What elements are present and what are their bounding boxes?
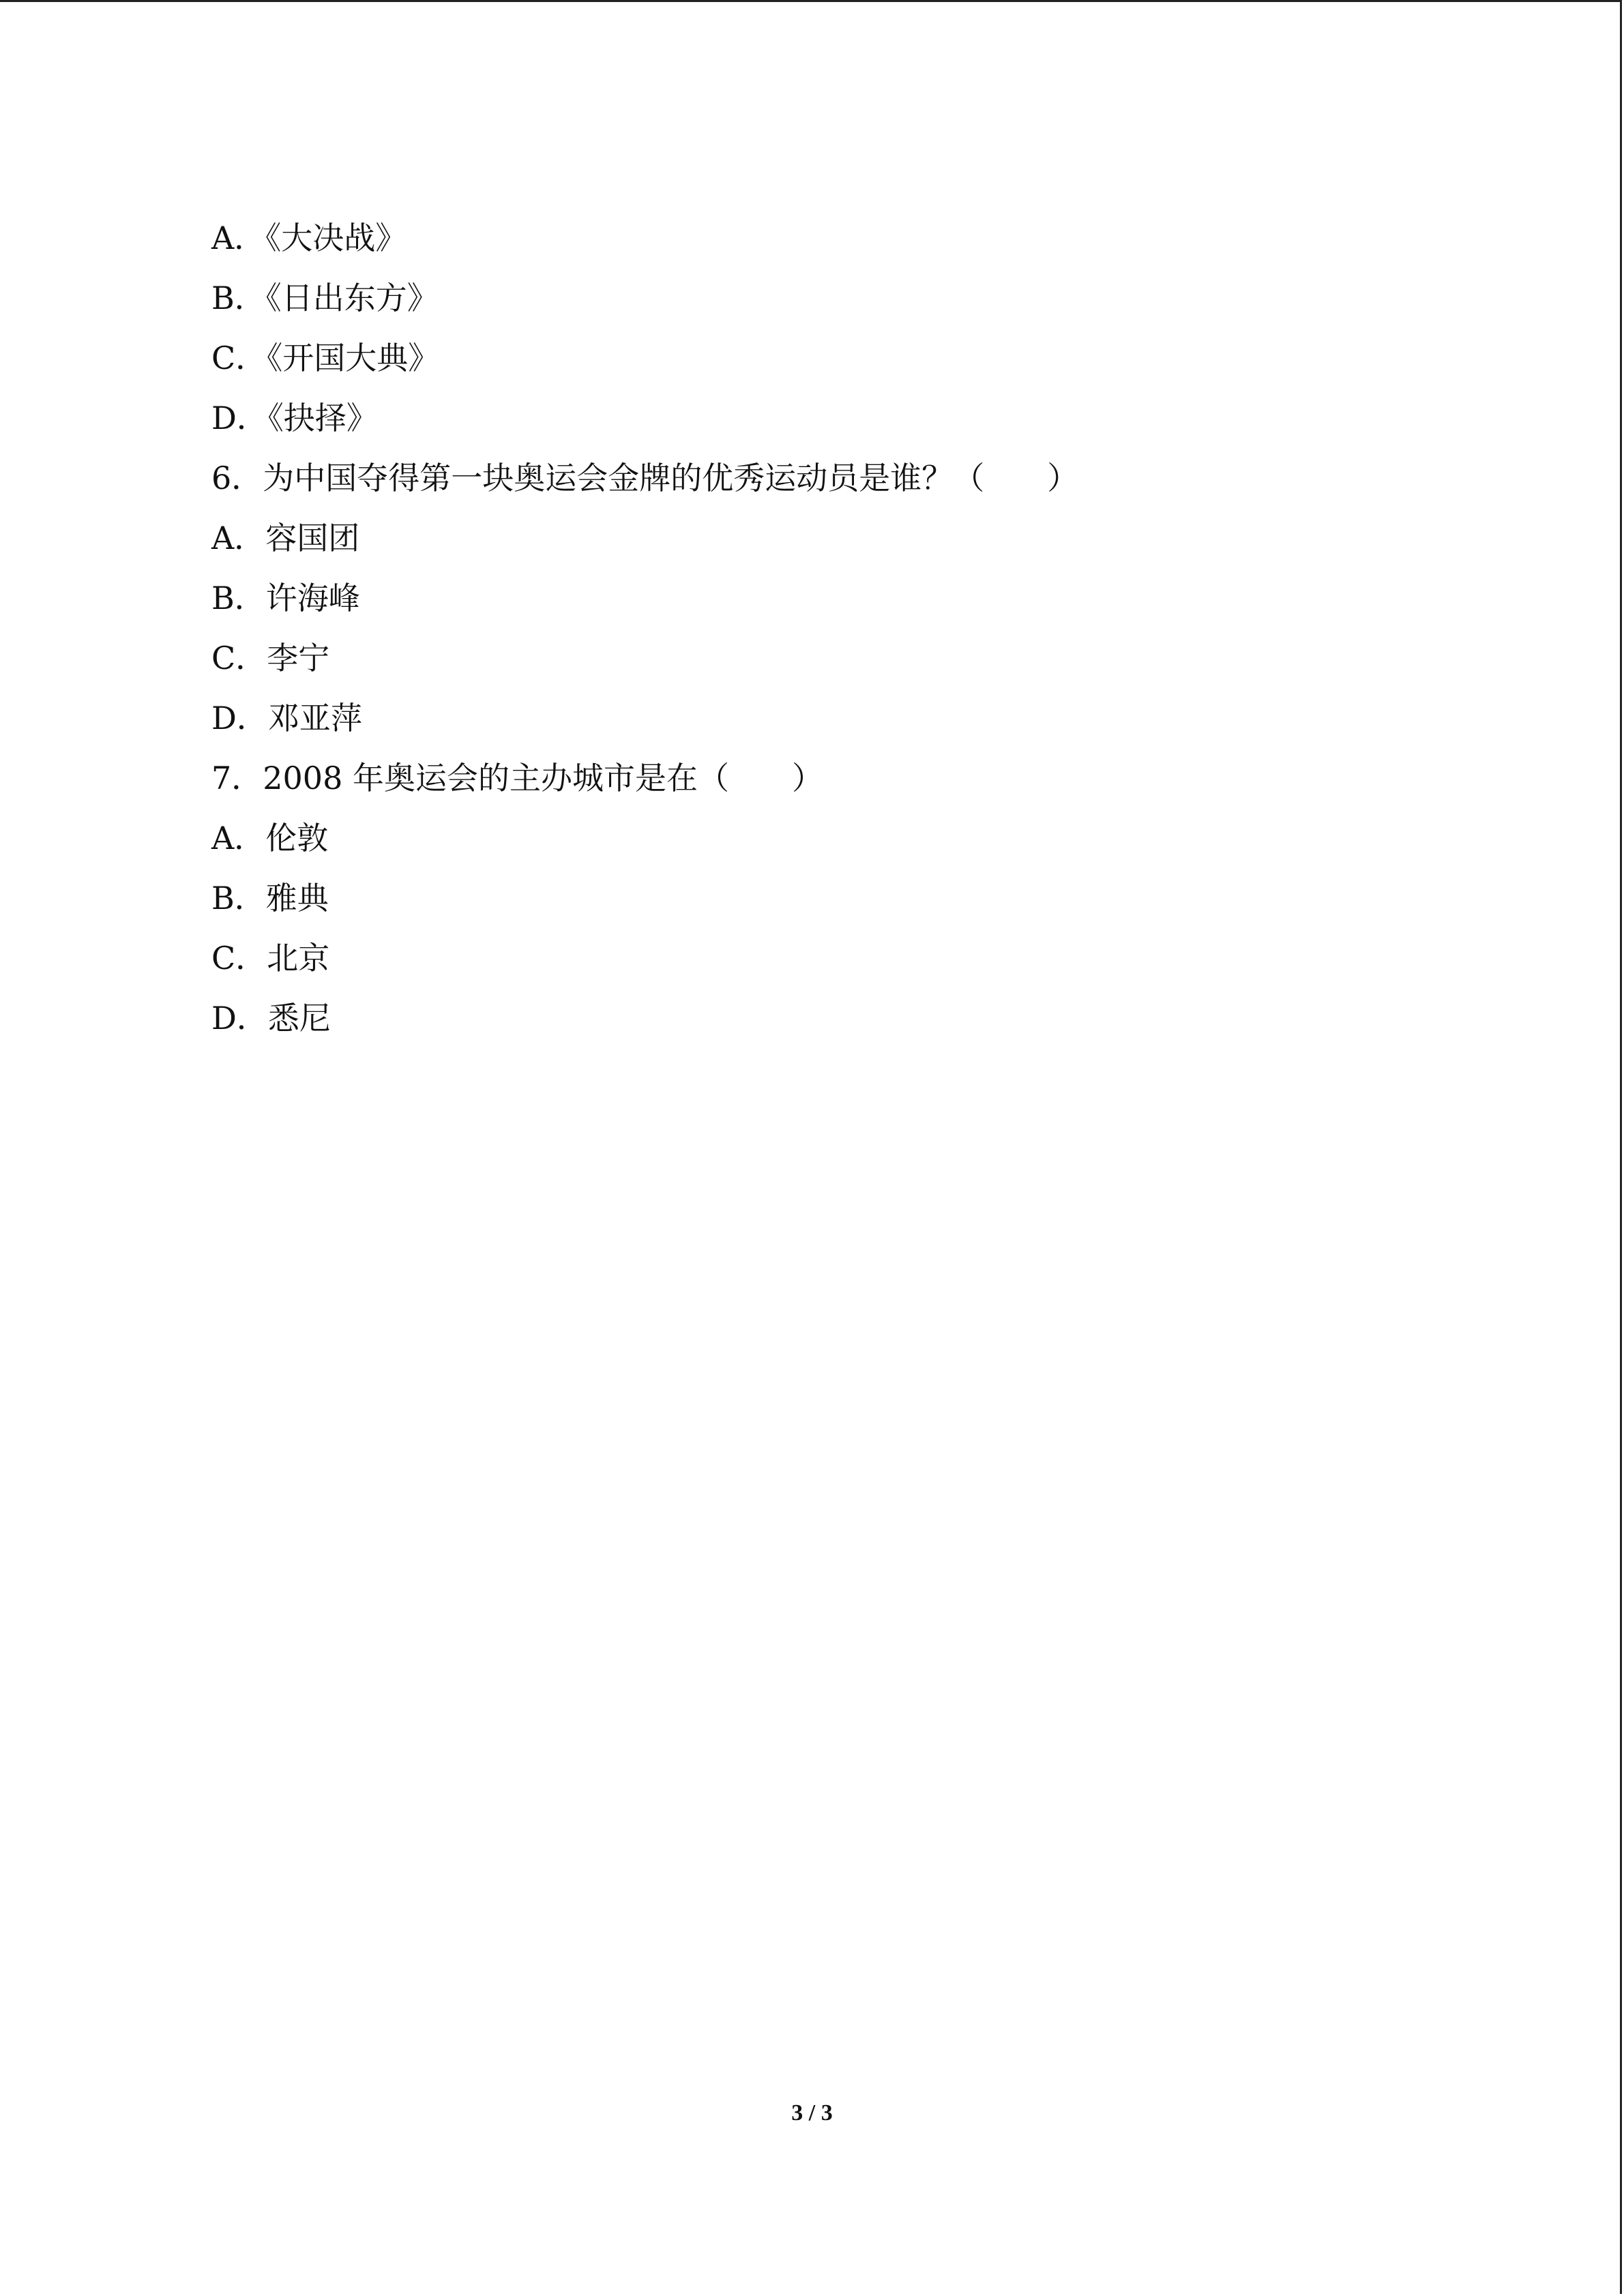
q6-option-d: D．邓亚萍 [211,700,362,736]
q5-option-a: A．《大决战》 [211,220,407,256]
q5-option-d: D．《抉择》 [211,400,378,436]
q6-option-b: B．许海峰 [211,580,360,616]
q7-option-a: A．伦敦 [211,820,329,856]
q6-option-c: C．李宁 [211,640,330,676]
q6-option-a: A．容国团 [211,520,360,556]
page-number: 3 / 3 [791,2100,833,2126]
question-7: 7．2008 年奥运会的主办城市是在（ ） [211,760,823,796]
document-body [211,208,1439,1048]
q5-option-b: B．《日出东方》 [211,280,439,316]
q7-option-b: B．雅典 [211,880,329,916]
q7-option-c: C．北京 [211,940,330,976]
question-6: 6．为中国夺得第一块奥运会金牌的优秀运动员是谁？（ ） [211,460,1079,496]
q7-option-d: D．悉尼 [211,1000,331,1037]
q5-option-c: C．《开国大典》 [211,340,440,376]
